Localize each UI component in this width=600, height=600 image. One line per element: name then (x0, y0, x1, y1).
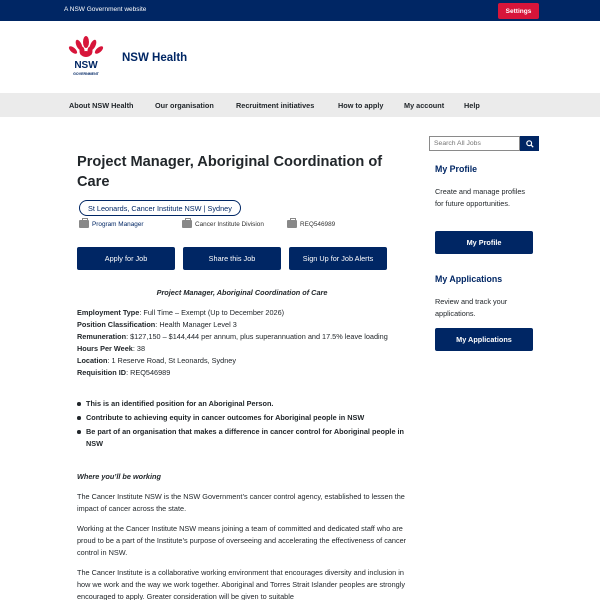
nav-item-our-organisation[interactable]: Our organisation (155, 101, 214, 110)
nav-item-about[interactable]: About NSW Health (69, 101, 134, 110)
job-alerts-button[interactable]: Sign Up for Job Alerts (289, 247, 387, 270)
job-subtitle: Project Manager, Aboriginal Coordination of Care (156, 288, 328, 297)
my-applications-text: Review and track your applications. (435, 297, 508, 318)
settings-button[interactable]: Settings (498, 3, 539, 19)
description-paragraph: The Cancer Institute NSW is the NSW Government’s cancer control agency, established to lessen the impact of cancer across the state. (77, 492, 405, 513)
detail-row: Hours Per Week: 38 (77, 344, 146, 353)
briefcase-icon (79, 220, 89, 228)
list-item: Contribute to achieving equity in cancer outcomes for Aboriginal people in NSW (77, 412, 407, 424)
search-icon (526, 140, 534, 148)
main-navigation (0, 93, 600, 117)
share-job-button[interactable]: Share this Job (183, 247, 281, 270)
detail-row: Requisition ID: REQ546989 (77, 368, 171, 377)
job-category (79, 220, 144, 228)
job-division (182, 220, 264, 228)
list-item: Be part of an organisation that makes a difference in cancer control for Aboriginal people in NSW (77, 426, 407, 450)
nav-item-recruitment-initiatives[interactable]: Recruitment initiatives (236, 101, 315, 110)
nav-item-my-account[interactable]: My account (404, 101, 445, 110)
my-applications-button[interactable]: My Applications (435, 328, 533, 351)
government-website-text: A NSW Government website (64, 6, 147, 13)
location-pill[interactable]: St Leonards, Cancer Institute NSW | Sydney (79, 200, 241, 216)
logo-government-text: GOVERNMENT (73, 72, 99, 76)
nav-item-how-to-apply[interactable]: How to apply (338, 101, 384, 110)
job-category-label[interactable]: Program Manager (92, 220, 144, 228)
nsw-waratah-logo[interactable] (66, 36, 106, 78)
my-profile-button[interactable]: My Profile (435, 231, 533, 254)
list-item: This is an identified position for an Aboriginal Person. (77, 398, 407, 410)
nav-item-help[interactable]: Help (464, 101, 480, 110)
description-paragraph: The Cancer Institute is a collaborative working environment that encourages diversity and inclusion in how we work and the way we work together. Aboriginal and Torres Strait Islander peoples are strongly encouraged to apply. Greater consideration will be given to suitable (77, 568, 405, 600)
detail-row: Location: 1 Reserve Road, St Leonards, Sydney (77, 356, 236, 365)
my-profile-heading: My Profile (435, 164, 478, 174)
job-details (77, 307, 407, 379)
detail-row: Position Classification: Health Manager Level 3 (77, 320, 237, 329)
my-applications-heading: My Applications (435, 274, 503, 284)
site-header (0, 21, 600, 93)
job-requisition (287, 220, 335, 228)
detail-row: Employment Type: Full Time – Exempt (Up to December 2026) (77, 308, 285, 317)
briefcase-icon (182, 220, 192, 228)
logo-nsw-text: NSW (74, 60, 98, 71)
highlights-list (77, 398, 407, 452)
search-jobs-input[interactable] (429, 136, 520, 151)
job-title: Project Manager, Aboriginal Coordination of Care (77, 154, 383, 190)
government-bar (0, 0, 600, 21)
section-heading: Where you’ll be working (77, 472, 161, 481)
search-button[interactable] (520, 136, 539, 151)
detail-row: Remuneration: $127,150 – $144,444 per annum, plus superannuation and 17.5% leave loading (77, 332, 388, 341)
id-card-icon (287, 220, 297, 228)
apply-for-job-button[interactable]: Apply for Job (77, 247, 175, 270)
job-requisition-label: REQ546989 (300, 220, 336, 228)
my-profile-text: Create and manage profiles for future opportunities. (435, 187, 526, 208)
brand-name[interactable]: NSW Health (122, 52, 188, 64)
job-division-label: Cancer Institute Division (195, 220, 264, 228)
description-paragraph: Working at the Cancer Institute NSW means joining a team of committed and dedicated staff who are proud to be a part of the Institute’s purpose of overseeing and accelerating the effectiveness of cancer control in NSW. (77, 524, 407, 557)
